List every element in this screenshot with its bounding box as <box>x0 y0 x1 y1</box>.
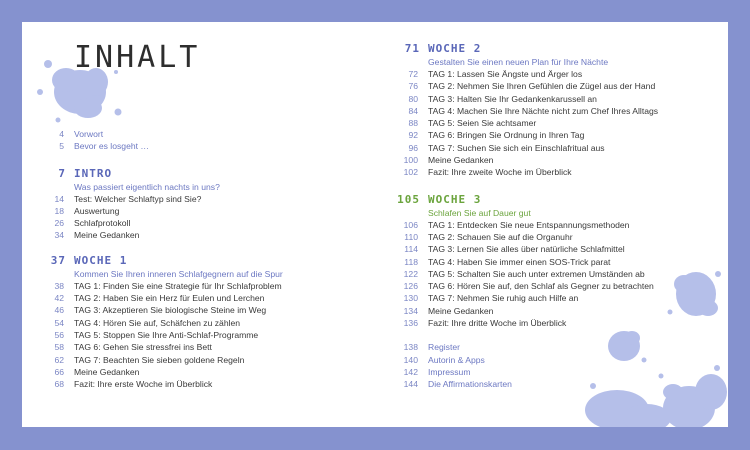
toc-entry[interactable] <box>36 205 366 217</box>
entry-title: Impressum <box>428 366 471 377</box>
page-number: 142 <box>403 366 418 377</box>
toc-entry[interactable] <box>390 243 725 255</box>
chapter-page-number: 37 <box>50 253 66 267</box>
chapter-heading-woche-2[interactable] <box>390 42 725 56</box>
toc-entry[interactable] <box>36 304 366 316</box>
entry-title: TAG 5: Stoppen Sie Ihre Anti-Schlaf-Programme <box>74 329 259 340</box>
page-number: 5 <box>59 141 64 152</box>
entry-title: Meine Gedanken <box>74 366 140 377</box>
toc-entry[interactable] <box>390 317 725 329</box>
entry-title: TAG 2: Haben Sie ein Herz für Eulen und Lerchen <box>74 293 265 304</box>
entry-title: Fazit: Ihre erste Woche im Überblick <box>74 379 213 390</box>
entry-title: TAG 1: Finden Sie eine Strategie für Ihr Schlafproblem <box>74 280 282 291</box>
toc-entry[interactable] <box>390 231 725 243</box>
entry-title: TAG 3: Lernen Sie alles über natürliche Schlafmittel <box>428 244 625 255</box>
page-number: 14 <box>54 193 64 204</box>
page-number: 76 <box>408 81 418 92</box>
page-number: 80 <box>408 93 418 104</box>
toc-entry[interactable] <box>36 317 366 329</box>
toc-entry[interactable] <box>36 378 366 390</box>
toc-entry[interactable] <box>36 193 366 205</box>
page-number: 130 <box>403 293 418 304</box>
page-number: 106 <box>403 219 418 230</box>
page-number: 100 <box>403 155 418 166</box>
entry-title: Meine Gedanken <box>428 155 494 166</box>
page-number: 88 <box>408 118 418 129</box>
entry-title: TAG 4: Hören Sie auf, Schäfchen zu zählen <box>74 317 241 328</box>
entry-title: TAG 7: Beachten Sie sieben goldene Regeln <box>74 354 245 365</box>
page-number: 92 <box>408 130 418 141</box>
spacer <box>390 329 725 341</box>
toc-entry[interactable] <box>390 154 725 166</box>
page-number: 102 <box>403 167 418 178</box>
toc-entry[interactable] <box>36 329 366 341</box>
page-number: 144 <box>403 379 418 390</box>
page-number: 96 <box>408 142 418 153</box>
entry-title: TAG 4: Haben Sie immer einen SOS-Trick parat <box>428 256 611 267</box>
page-number: 138 <box>403 342 418 353</box>
toc-entry[interactable] <box>390 256 725 268</box>
page-number: 34 <box>54 230 64 241</box>
chapter-subtitle: Kommen Sie Ihren inneren Schlafgegnern auf die Spur <box>74 268 283 279</box>
page-number: 140 <box>403 354 418 365</box>
entry-title: TAG 4: Machen Sie Ihre Nächte nicht zum Chef Ihres Alltags <box>428 105 659 116</box>
toc-entry[interactable] <box>390 68 725 80</box>
page-number: 118 <box>404 256 418 267</box>
page-number: 126 <box>403 281 418 292</box>
page-number: 134 <box>403 305 418 316</box>
chapter-subtitle: Gestalten Sie einen neuen Plan für Ihre Nächte <box>428 57 609 67</box>
entry-title: Meine Gedanken <box>74 230 140 241</box>
toc-entry-impressum[interactable] <box>390 366 725 378</box>
page-number: 58 <box>54 342 64 353</box>
entry-title: Bevor es losgeht … <box>74 141 149 152</box>
entry-title: Schlafprotokoll <box>74 218 131 229</box>
chapter-title: WOCHE 3 <box>428 192 482 206</box>
toc-entry[interactable] <box>390 80 725 92</box>
toc-entry[interactable] <box>36 341 366 353</box>
toc-page <box>22 22 728 427</box>
toc-entry[interactable] <box>390 268 725 280</box>
entry-title: TAG 5: Schalten Sie auch unter extremen Umständen ab <box>428 268 645 279</box>
page-number: 66 <box>54 366 64 377</box>
toc-entry[interactable] <box>390 280 725 292</box>
chapter-subtitle: Schlafen Sie auf Dauer gut <box>428 207 531 218</box>
page-number: 46 <box>54 305 64 316</box>
toc-entry[interactable] <box>390 219 725 231</box>
toc-entry[interactable] <box>390 305 725 317</box>
entry-title: TAG 7: Suchen Sie sich ein Einschlafritual aus <box>428 142 605 153</box>
entry-title: Fazit: Ihre zweite Woche im Überblick <box>428 167 572 178</box>
toc-entry-autorin[interactable] <box>390 354 725 366</box>
toc-entry[interactable] <box>390 117 725 129</box>
entry-title: Auswertung <box>74 205 120 216</box>
entry-title: TAG 5: Seien Sie achtsamer <box>428 118 537 129</box>
page-number: 4 <box>59 129 64 139</box>
page-number: 42 <box>54 293 64 304</box>
toc-entry[interactable] <box>390 129 725 141</box>
chapter-subtitle: Was passiert eigentlich nachts in uns? <box>74 181 220 192</box>
chapter-title: WOCHE 1 <box>74 253 128 267</box>
chapter-title: WOCHE 2 <box>428 42 482 55</box>
toc-right-column <box>390 39 725 391</box>
toc-entry[interactable] <box>36 217 366 229</box>
entry-title: Meine Gedanken <box>428 305 494 316</box>
page-number: 110 <box>404 231 418 242</box>
toc-left-column <box>36 128 366 390</box>
toc-entry[interactable] <box>36 366 366 378</box>
entry-title: Test: Welcher Schlaftyp sind Sie? <box>74 193 202 204</box>
page-number: 84 <box>408 105 418 116</box>
chapter-page-number: 105 <box>397 192 420 206</box>
chapter-page-number: 71 <box>404 42 420 55</box>
toc-entry[interactable] <box>390 142 725 154</box>
page-number: 122 <box>403 268 418 279</box>
toc-entry[interactable] <box>390 166 725 178</box>
page-number: 56 <box>54 329 64 340</box>
chapter-title: INTRO <box>74 166 113 180</box>
entry-title: Vorwort <box>74 129 104 139</box>
page-number: 68 <box>54 379 64 390</box>
toc-entry[interactable] <box>390 292 725 304</box>
toc-entry[interactable] <box>390 105 725 117</box>
page-number: 26 <box>54 218 64 229</box>
chapter-heading-woche-1[interactable] <box>36 254 366 268</box>
toc-entry-vorwort[interactable] <box>36 128 366 140</box>
page-number: 38 <box>54 280 64 291</box>
entry-title: TAG 6: Bringen Sie Ordnung in Ihren Tag <box>428 130 585 141</box>
chapter-heading-woche-3[interactable] <box>390 193 725 207</box>
entry-title: TAG 2: Schauen Sie auf die Organuhr <box>428 231 573 242</box>
entry-title: TAG 3: Halten Sie Ihr Gedankenkarussell an <box>428 93 597 104</box>
entry-title: Register <box>428 342 460 353</box>
entry-title: Autorin & Apps <box>428 354 485 365</box>
entry-title: TAG 2: Nehmen Sie Ihren Gefühlen die Zügel aus der Hand <box>428 81 656 92</box>
toc-entry[interactable] <box>36 292 366 304</box>
entry-title: TAG 6: Hören Sie auf, den Schlaf als Gegner zu betrachten <box>428 281 654 292</box>
entry-title: Die Affirmationskarten <box>428 379 512 390</box>
chapter-heading-intro[interactable] <box>36 167 366 181</box>
toc-entry-affirmationskarten[interactable] <box>390 378 725 390</box>
page-number: 18 <box>54 205 64 216</box>
page-number: 136 <box>403 318 418 329</box>
entry-title: TAG 1: Lassen Sie Ängste und Ärger los <box>428 69 583 79</box>
page-number: 72 <box>408 69 418 79</box>
page-number: 54 <box>54 317 64 328</box>
toc-entry-bevor[interactable] <box>36 140 366 152</box>
page-number: 62 <box>54 354 64 365</box>
toc-entry-register[interactable] <box>390 341 725 353</box>
page-number: 114 <box>404 244 418 255</box>
page-title: INHALT <box>74 40 201 75</box>
chapter-page-number: 7 <box>58 166 66 180</box>
toc-entry[interactable] <box>36 354 366 366</box>
toc-entry[interactable] <box>390 93 725 105</box>
entry-title: TAG 3: Akzeptieren Sie biologische Steine im Weg <box>74 305 267 316</box>
entry-title: TAG 1: Entdecken Sie neue Entspannungsmethoden <box>428 219 630 230</box>
toc-entry[interactable] <box>36 280 366 292</box>
toc-entry[interactable] <box>36 229 366 241</box>
entry-title: Fazit: Ihre dritte Woche im Überblick <box>428 318 567 329</box>
entry-title: TAG 7: Nehmen Sie ruhig auch Hilfe an <box>428 293 579 304</box>
entry-title: TAG 6: Gehen Sie stressfrei ins Bett <box>74 342 212 353</box>
